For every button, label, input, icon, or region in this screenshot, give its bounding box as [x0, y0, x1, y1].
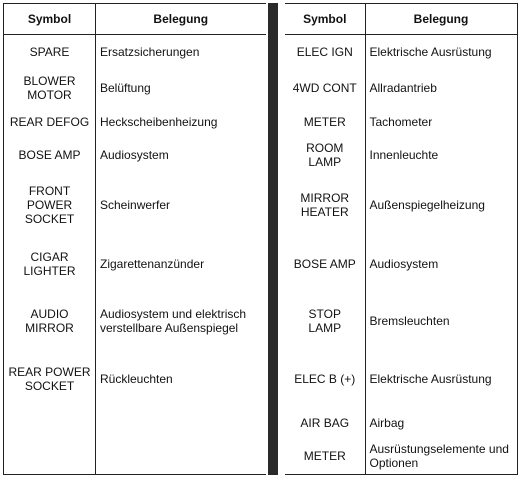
symbol-cell: FRONT POWER SOCKET [4, 173, 96, 238]
table-row [4, 352, 266, 407]
table-row [285, 173, 517, 238]
belegung-cell: Elektrische Ausrüstung [369, 45, 492, 60]
symbol-cell: REAR POWER SOCKET [4, 352, 96, 407]
symbol-cell: 4WD CONT [285, 70, 365, 106]
table-row [4, 290, 266, 352]
belegung-cell: Airbag [369, 415, 405, 430]
table-row [4, 70, 266, 106]
symbol-cell: CIGAR LIGHTER [4, 238, 96, 290]
header-row [285, 4, 517, 35]
header-row [4, 4, 266, 35]
table-row [4, 35, 266, 70]
header-belegung: Belegung [365, 4, 517, 35]
table-row [4, 407, 266, 475]
symbol-cell: STOP LAMP [285, 290, 365, 352]
belegung-cell: Audiosystem und elektrisch verstellbare Außenspiegel [100, 306, 247, 335]
header-belegung: Belegung [96, 4, 266, 35]
symbol-cell [4, 407, 96, 475]
symbol-cell: METER [285, 439, 365, 475]
belegung-cell: Ausrüstungselemente und Optionen [365, 439, 517, 475]
belegung-cell: Allradantrieb [369, 80, 437, 95]
table-row [4, 106, 266, 138]
belegung-cell: Bremsleuchten [369, 313, 450, 328]
belegung-cell: Ersatzsicherungen [100, 45, 200, 60]
symbol-cell: AUDIO MIRROR [4, 290, 96, 352]
symbol-cell: SPARE [4, 35, 96, 70]
belegung-cell: Audiosystem [100, 148, 169, 162]
table-row [285, 352, 517, 407]
symbol-cell: BOSE AMP [4, 138, 96, 173]
symbol-cell: METER [285, 106, 365, 138]
table-row [4, 138, 266, 173]
belegung-cell: Heckscheibenheizung [100, 114, 218, 129]
belegung-cell: Audiosystem [369, 256, 439, 271]
symbol-cell: ROOM LAMP [285, 138, 365, 173]
table-row [4, 238, 266, 290]
belegung-cell: Elektrische Ausrüstung [369, 372, 492, 386]
symbol-cell: MIRROR HEATER [285, 173, 365, 238]
table-row [285, 290, 517, 352]
symbol-cell: ELEC IGN [285, 35, 365, 70]
belegung-cell: Rückleuchten [100, 372, 173, 386]
table-row [285, 70, 517, 106]
header-symbol: Symbol [285, 4, 365, 35]
header-symbol: Symbol [4, 4, 96, 35]
table-row [285, 35, 517, 70]
symbol-cell: REAR DEFOG [4, 106, 96, 138]
symbol-cell: AIR BAG [285, 407, 365, 439]
belegung-cell [96, 407, 266, 475]
table-row [285, 138, 517, 173]
belegung-cell: Belüftung [100, 80, 151, 95]
belegung-cell: Außenspiegelheizung [369, 198, 485, 212]
fuse-table-right [285, 3, 518, 475]
belegung-cell: Tachometer [369, 114, 433, 129]
table-divider [268, 3, 278, 475]
table-row [4, 173, 266, 238]
belegung-cell: Scheinwerfer [100, 198, 171, 212]
table-row [285, 439, 517, 475]
table-row [285, 238, 517, 290]
table-row [285, 106, 517, 138]
symbol-cell: ELEC B (+) [285, 352, 365, 407]
fuse-table-left [3, 3, 266, 475]
symbol-cell: BLOWER MOTOR [4, 70, 96, 106]
table-row [285, 407, 517, 439]
belegung-cell: Innenleuchte [369, 148, 439, 162]
belegung-cell: Zigarettenanzünder [100, 256, 205, 271]
symbol-cell: BOSE AMP [285, 238, 365, 290]
